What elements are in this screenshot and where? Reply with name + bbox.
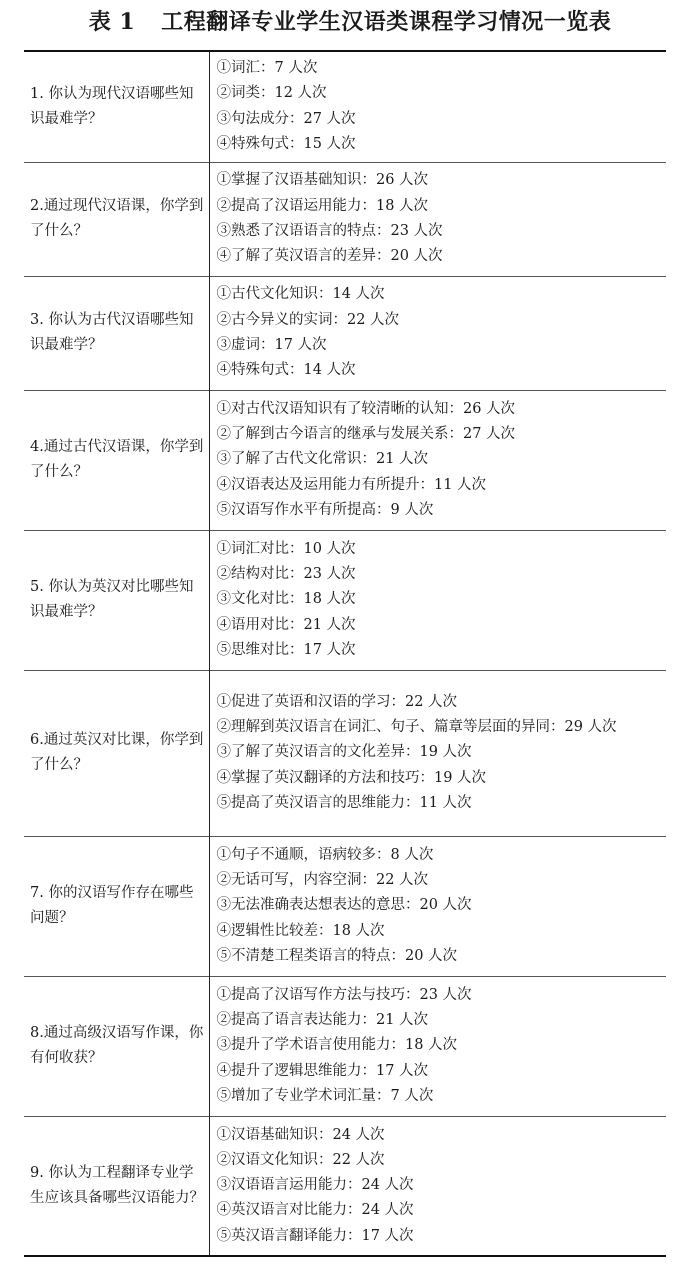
answer-item: ⑤增加了专业学术词汇量：7 人次	[216, 1087, 434, 1104]
table-row	[24, 390, 666, 530]
answer-item: ②理解到英汉语言在词汇、句子、篇章等层面的异同：29 人次	[216, 719, 617, 736]
table-row	[24, 1116, 666, 1256]
answer-item: ③无法准确表达想表达的意思：20 人次	[216, 897, 472, 914]
answer-item: ③虚词：17 人次	[216, 337, 327, 353]
question-cell: 7. 你的汉语写作存在哪些问题？	[24, 836, 209, 976]
answer-item: ④特殊句式：15 人次	[216, 136, 356, 153]
answer-item: ④了解了英汉语言的差异：20 人次	[216, 248, 443, 265]
answer-item: ①古代文化知识：14 人次	[216, 286, 385, 303]
answer-item: ①促进了英语和汉语的学习：22 人次	[216, 693, 458, 710]
question-cell: 2.通过现代汉语课，你学到了什么？	[24, 162, 209, 276]
answer-item: ①汉语基础知识：24 人次	[216, 1126, 385, 1143]
table-title-text: 工程翻译专业学生汉语类课程学习情况一览表	[161, 9, 612, 35]
answer-item: ①对古代汉语知识有了较清晰的认知：26 人次	[216, 400, 516, 417]
answers-cell	[209, 530, 666, 670]
answer-item: ⑤汉语写作水平有所提高：9 人次	[216, 501, 434, 518]
question-cell: 6.通过英汉对比课，你学到了什么？	[24, 670, 209, 836]
answer-item: ①词汇对比：10 人次	[216, 540, 356, 557]
answer-item: ④汉语表达及运用能力有所提升：11 人次	[216, 476, 487, 493]
answer-item: ③句法成分：27 人次	[216, 110, 356, 127]
table-row	[24, 670, 666, 836]
survey-table-body	[24, 51, 666, 1256]
question-cell: 5. 你认为英汉对比哪些知识最难学？	[24, 530, 209, 670]
table-row	[24, 976, 666, 1116]
answer-item: ②词类：12 人次	[216, 85, 327, 102]
question-cell: 8.通过高级汉语写作课，你有何收获？	[24, 976, 209, 1116]
answer-item: ②结构对比：23 人次	[216, 566, 356, 583]
answer-item: ⑤提高了英汉语言的思维能力：11 人次	[216, 794, 472, 811]
answer-item: ②无话可写，内容空洞：22 人次	[216, 872, 429, 889]
answer-item: ④特殊句式：14 人次	[216, 362, 356, 379]
answers-cell	[209, 51, 666, 162]
answers-cell	[209, 836, 666, 976]
answer-item: ②提高了语言表达能力：21 人次	[216, 1012, 429, 1029]
answer-item: ③了解了古代文化常识：21 人次	[216, 451, 429, 468]
answer-item: ②了解到古今语言的继承与发展关系：27 人次	[216, 426, 516, 443]
answer-item: ①句子不通顺，语病较多：8 人次	[216, 846, 434, 863]
answer-item: ⑤思维对比：17 人次	[216, 641, 356, 658]
answer-item: ③文化对比：18 人次	[216, 591, 356, 608]
table-row	[24, 162, 666, 276]
table-row	[24, 530, 666, 670]
table-row	[24, 836, 666, 976]
table-number: 表 1	[88, 9, 136, 35]
answer-item: ⑤不清楚工程类语言的特点：20 人次	[216, 947, 458, 964]
answers-cell	[209, 976, 666, 1116]
answer-item: ①提高了汉语写作方法与技巧：23 人次	[216, 986, 472, 1003]
answer-item: ②古今异义的实词：22 人次	[216, 311, 400, 328]
answers-cell	[209, 390, 666, 530]
answer-item: ③汉语语言运用能力：24 人次	[216, 1177, 414, 1194]
answer-item: ①掌握了汉语基础知识：26 人次	[216, 172, 429, 189]
question-cell: 9. 你认为工程翻译专业学生应该具备哪些汉语能力？	[24, 1116, 209, 1256]
table-row	[24, 276, 666, 390]
answer-item: ④语用对比：21 人次	[216, 616, 356, 633]
answers-cell	[209, 276, 666, 390]
answer-item: ③了解了英汉语言的文化差异：19 人次	[216, 744, 472, 761]
answer-item: ②提高了汉语运用能力：18 人次	[216, 197, 429, 214]
answers-cell	[209, 162, 666, 276]
answer-item: ④英汉语言对比能力：24 人次	[216, 1202, 414, 1219]
question-cell: 3. 你认为古代汉语哪些知识最难学？	[24, 276, 209, 390]
answers-cell	[209, 1116, 666, 1256]
answer-item: ④提升了逻辑思维能力：17 人次	[216, 1062, 429, 1079]
answers-cell	[209, 670, 666, 836]
question-cell: 4.通过古代汉语课，你学到了什么？	[24, 390, 209, 530]
answer-item: ⑤英汉语言翻译能力：17 人次	[216, 1227, 414, 1244]
answer-item: ④掌握了英汉翻译的方法和技巧：19 人次	[216, 769, 487, 786]
survey-table	[24, 50, 666, 1257]
answer-item: ②汉语文化知识：22 人次	[216, 1151, 385, 1168]
answer-item: ①词汇：7 人次	[216, 60, 318, 77]
question-cell: 1. 你认为现代汉语哪些知识最难学？	[24, 51, 209, 162]
answer-item: ③熟悉了汉语语言的特点：23 人次	[216, 223, 443, 239]
table-title	[0, 6, 700, 38]
table-row	[24, 51, 666, 162]
answer-item: ③提升了学术语言使用能力：18 人次	[216, 1037, 458, 1054]
answer-item: ④逻辑性比较差：18 人次	[216, 922, 385, 939]
